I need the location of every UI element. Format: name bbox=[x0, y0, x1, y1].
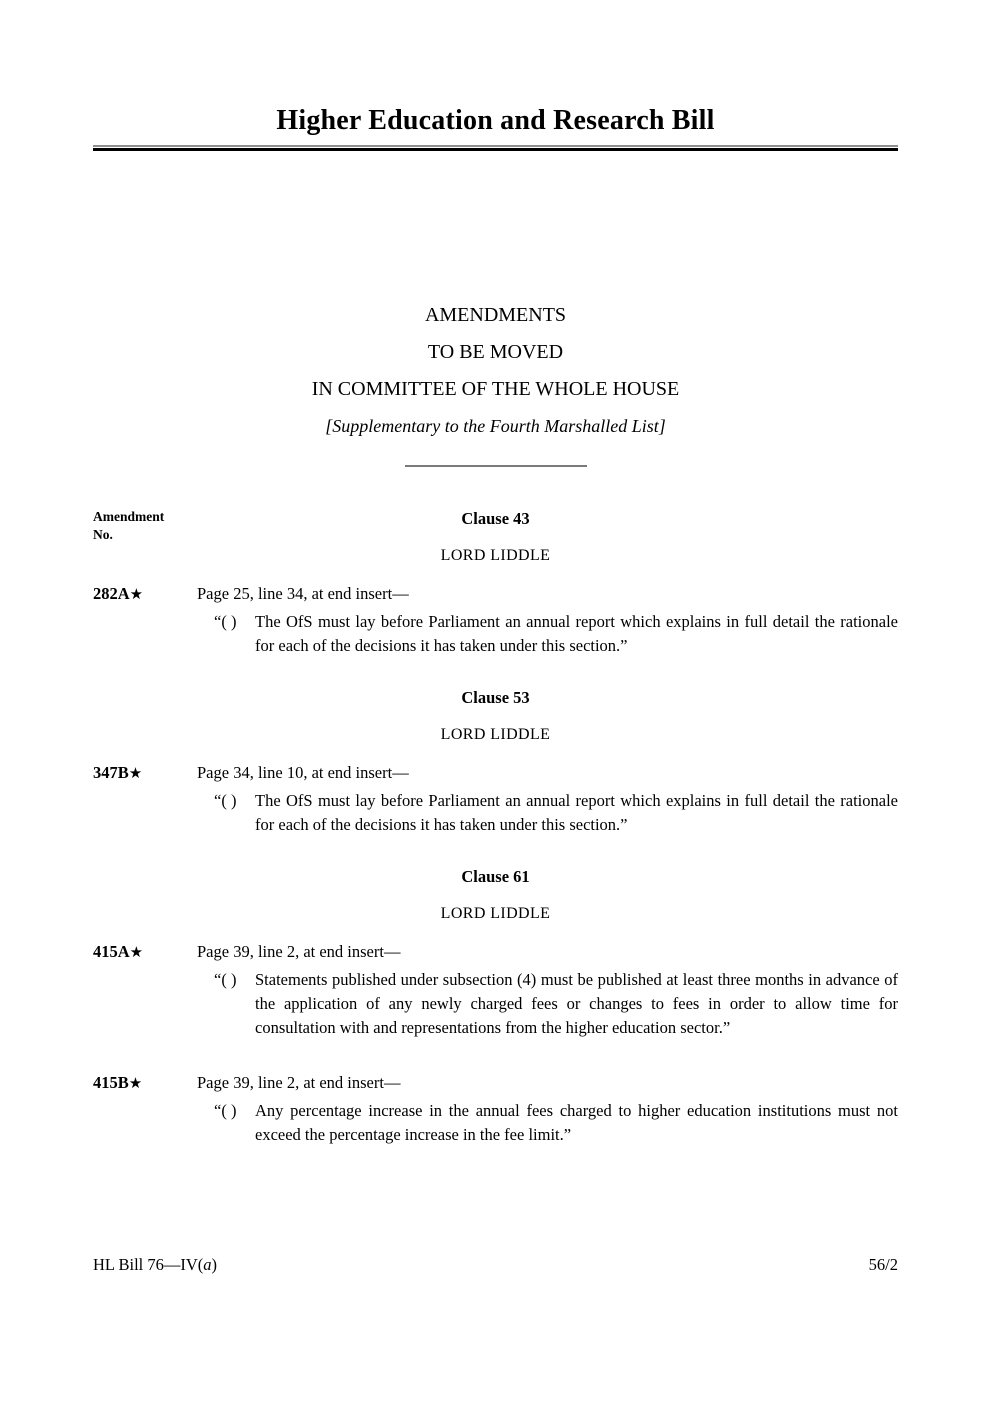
amendment-415B bbox=[93, 1071, 898, 1147]
amendment-instruction: Page 39, line 2, at end insert— bbox=[197, 942, 401, 961]
mover-name: LORD LIDDLE bbox=[440, 726, 551, 743]
amendment-415A bbox=[93, 940, 898, 1040]
amendment-text-paragraph bbox=[197, 789, 898, 837]
bill-reference-prefix: HL Bill 76—IV( bbox=[93, 1255, 204, 1274]
subsection-marker: “( ) bbox=[214, 612, 237, 631]
clause-title: Clause 53 bbox=[461, 688, 530, 707]
new-amendment-star-icon: ★ bbox=[129, 945, 144, 961]
clause-title: Clause 43 bbox=[461, 509, 530, 528]
section-divider-line bbox=[405, 465, 587, 467]
heading-to-be-moved: TO BE MOVED bbox=[427, 341, 564, 363]
new-amendment-star-icon: ★ bbox=[129, 587, 144, 603]
clause-53-section bbox=[93, 686, 898, 837]
heading-amendments: AMENDMENTS bbox=[424, 304, 567, 326]
heading-committee: IN COMMITTEE OF THE WHOLE HOUSE bbox=[311, 378, 680, 400]
amendment-number-text: 347B bbox=[93, 763, 129, 782]
title-double-rule bbox=[93, 145, 898, 151]
amendment-text-paragraph bbox=[197, 1099, 898, 1147]
marshalled-list-subtitle: [Supplementary to the Fourth Marshalled List] bbox=[325, 416, 666, 436]
subsection-marker: “( ) bbox=[214, 791, 237, 810]
clause-43-header bbox=[93, 507, 898, 542]
new-amendment-star-icon: ★ bbox=[128, 766, 143, 782]
bill-reference-suffix: ) bbox=[211, 1255, 218, 1274]
page-footer bbox=[93, 1253, 898, 1277]
amendment-text: Any percentage increase in the annual fees charged to higher education institutions must not exceed the percentage increase in the fee limit.” bbox=[255, 1101, 898, 1144]
amendment-347B bbox=[93, 761, 898, 837]
mover-name: LORD LIDDLE bbox=[440, 547, 551, 564]
mover-name: LORD LIDDLE bbox=[440, 905, 551, 922]
amendment-number bbox=[93, 1071, 142, 1096]
bill-reference-italic: a bbox=[203, 1255, 212, 1274]
clause-title: Clause 61 bbox=[461, 867, 530, 886]
amendment-number-text: 415A bbox=[93, 942, 130, 961]
amendment-text: Statements published under subsection (4) must be published at least three months in advance of the application of any newly charged fees or changes to fees in order to allow time for consultation with and representations from the higher education sector.” bbox=[255, 970, 898, 1037]
amendment-instruction: Page 34, line 10, at end insert— bbox=[197, 763, 409, 782]
clause-53-header bbox=[93, 686, 898, 710]
subsection-marker: “( ) bbox=[214, 970, 237, 989]
bill-reference bbox=[93, 1253, 217, 1277]
amendment-no-label-line1: Amendment bbox=[93, 509, 165, 524]
amendment-text-paragraph bbox=[197, 610, 898, 658]
amendment-282A bbox=[93, 582, 898, 658]
amendment-text-paragraph bbox=[197, 968, 898, 1040]
amendment-number-text: 415B bbox=[93, 1073, 129, 1092]
amendment-number bbox=[93, 582, 143, 607]
new-amendment-star-icon: ★ bbox=[128, 1076, 143, 1092]
amendments-heading-block bbox=[93, 297, 898, 467]
amendment-number bbox=[93, 761, 142, 786]
clause-61-section bbox=[93, 865, 898, 1147]
amendment-instruction: Page 25, line 34, at end insert— bbox=[197, 584, 409, 603]
title-rule-thin-line bbox=[93, 145, 898, 147]
amendment-text: The OfS must lay before Parliament an annual report which explains in full detail the rationale for each of the decisions it has taken under this section.” bbox=[255, 791, 898, 834]
amendment-no-label-line2: No. bbox=[93, 526, 113, 542]
amendment-text: The OfS must lay before Parliament an annual report which explains in full detail the rationale for each of the decisions it has taken under this section.” bbox=[255, 612, 898, 655]
title-rule-thick-line bbox=[93, 148, 898, 151]
page-content bbox=[0, 102, 991, 1147]
page-number: 56/2 bbox=[868, 1255, 898, 1274]
amendment-number-text: 282A bbox=[93, 584, 130, 603]
amendment-instruction: Page 39, line 2, at end insert— bbox=[197, 1073, 401, 1092]
amendment-number bbox=[93, 940, 143, 965]
clause-43-section bbox=[93, 507, 898, 658]
subsection-marker: “( ) bbox=[214, 1101, 237, 1120]
bill-title: Higher Education and Research Bill bbox=[276, 105, 715, 136]
clause-61-header bbox=[93, 865, 898, 889]
amendment-no-column-label bbox=[93, 508, 203, 543]
